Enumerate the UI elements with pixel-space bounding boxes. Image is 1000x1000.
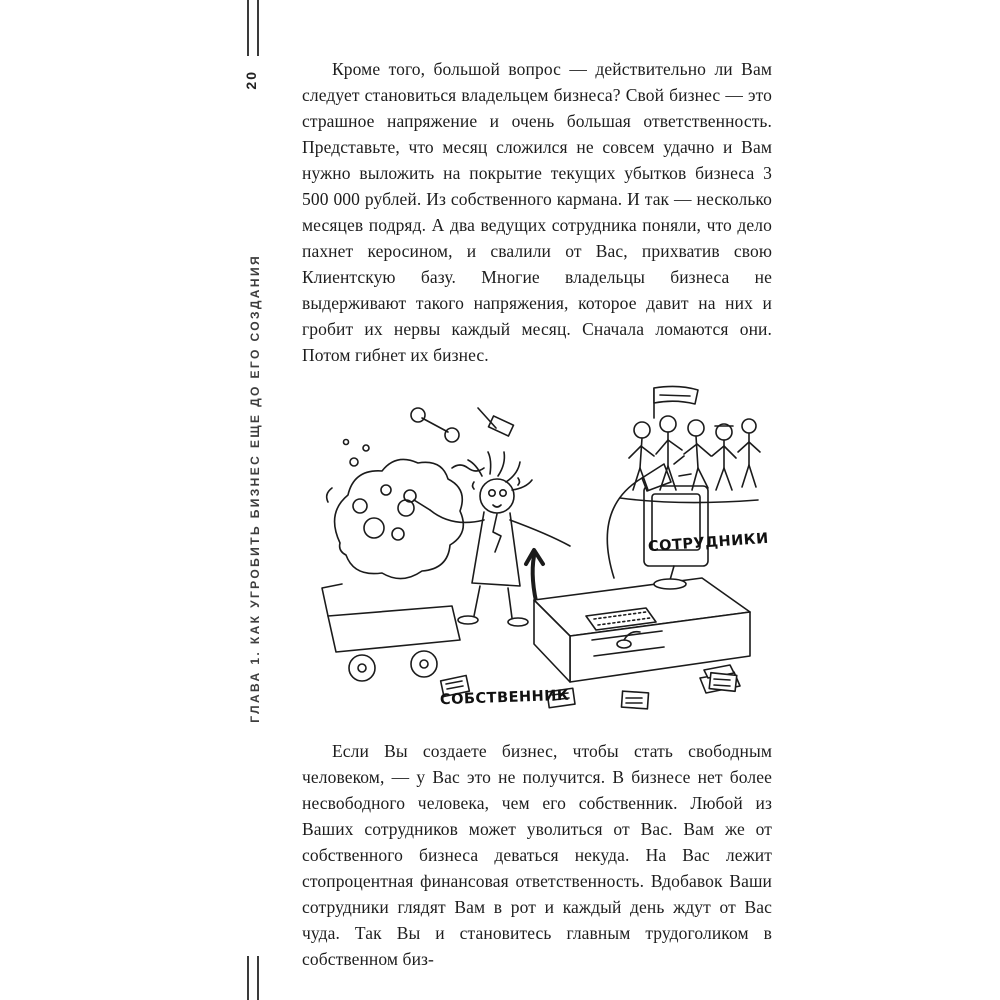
page-number [239,70,263,90]
chapter-running-title [242,238,268,738]
owner-label: СОБСТВЕННИК [439,687,570,709]
text-column [302,56,772,972]
cartoon-illustration [302,378,772,724]
decorative-rule-top [247,0,259,56]
employees-label: СОТРУДНИКИ [647,530,770,556]
page-number-text: 20 [243,70,259,90]
paragraph-1: Кроме того, большой вопрос — действительно ли Вам следует становиться владельцем бизнеса? Свой бизнес — это страшное напряжение и очень большая ответственность. Представьте, что месяц сложился не совсем удачно и Вам нужно выложить на покрытие текущих убытков бизнеса 3 500 000 рублей. Из собственного кармана. И так — несколько месяцев подряд. А два ведущих сотрудника поняли, что дело пахнет керосином, и свалили от Вас, прихватив свою Клиентскую базу. Многие владельцы бизнеса не выдерживают такого напряжения, которое давит на них и гробит их нервы каждый месяц. Сначала ломаются они. Потом гибнет их бизнес. [302,59,772,365]
decorative-rule-bottom [247,956,259,1000]
paragraph-2: Если Вы создаете бизнес, чтобы стать свободным человеком, — у Вас это не получится. В бизнесе нет более несвободного человека, чем его собственник. Любой из Ваших сотрудников может уволиться от Вас. Вам же от собственного бизнеса деваться некуда. На Вас лежит стопроцентная финансовая ответственность. Вдобавок Ваши сотрудники глядят Вам в рот и каждый день ждут от Вас чуда. Так Вы и становитесь главным трудоголиком в собственном биз- [302,741,772,969]
chapter-running-title-text: ГЛАВА 1. КАК УГРОБИТЬ БИЗНЕС ЕЩЕ ДО ЕГО СОЗДАНИЯ [248,253,262,723]
